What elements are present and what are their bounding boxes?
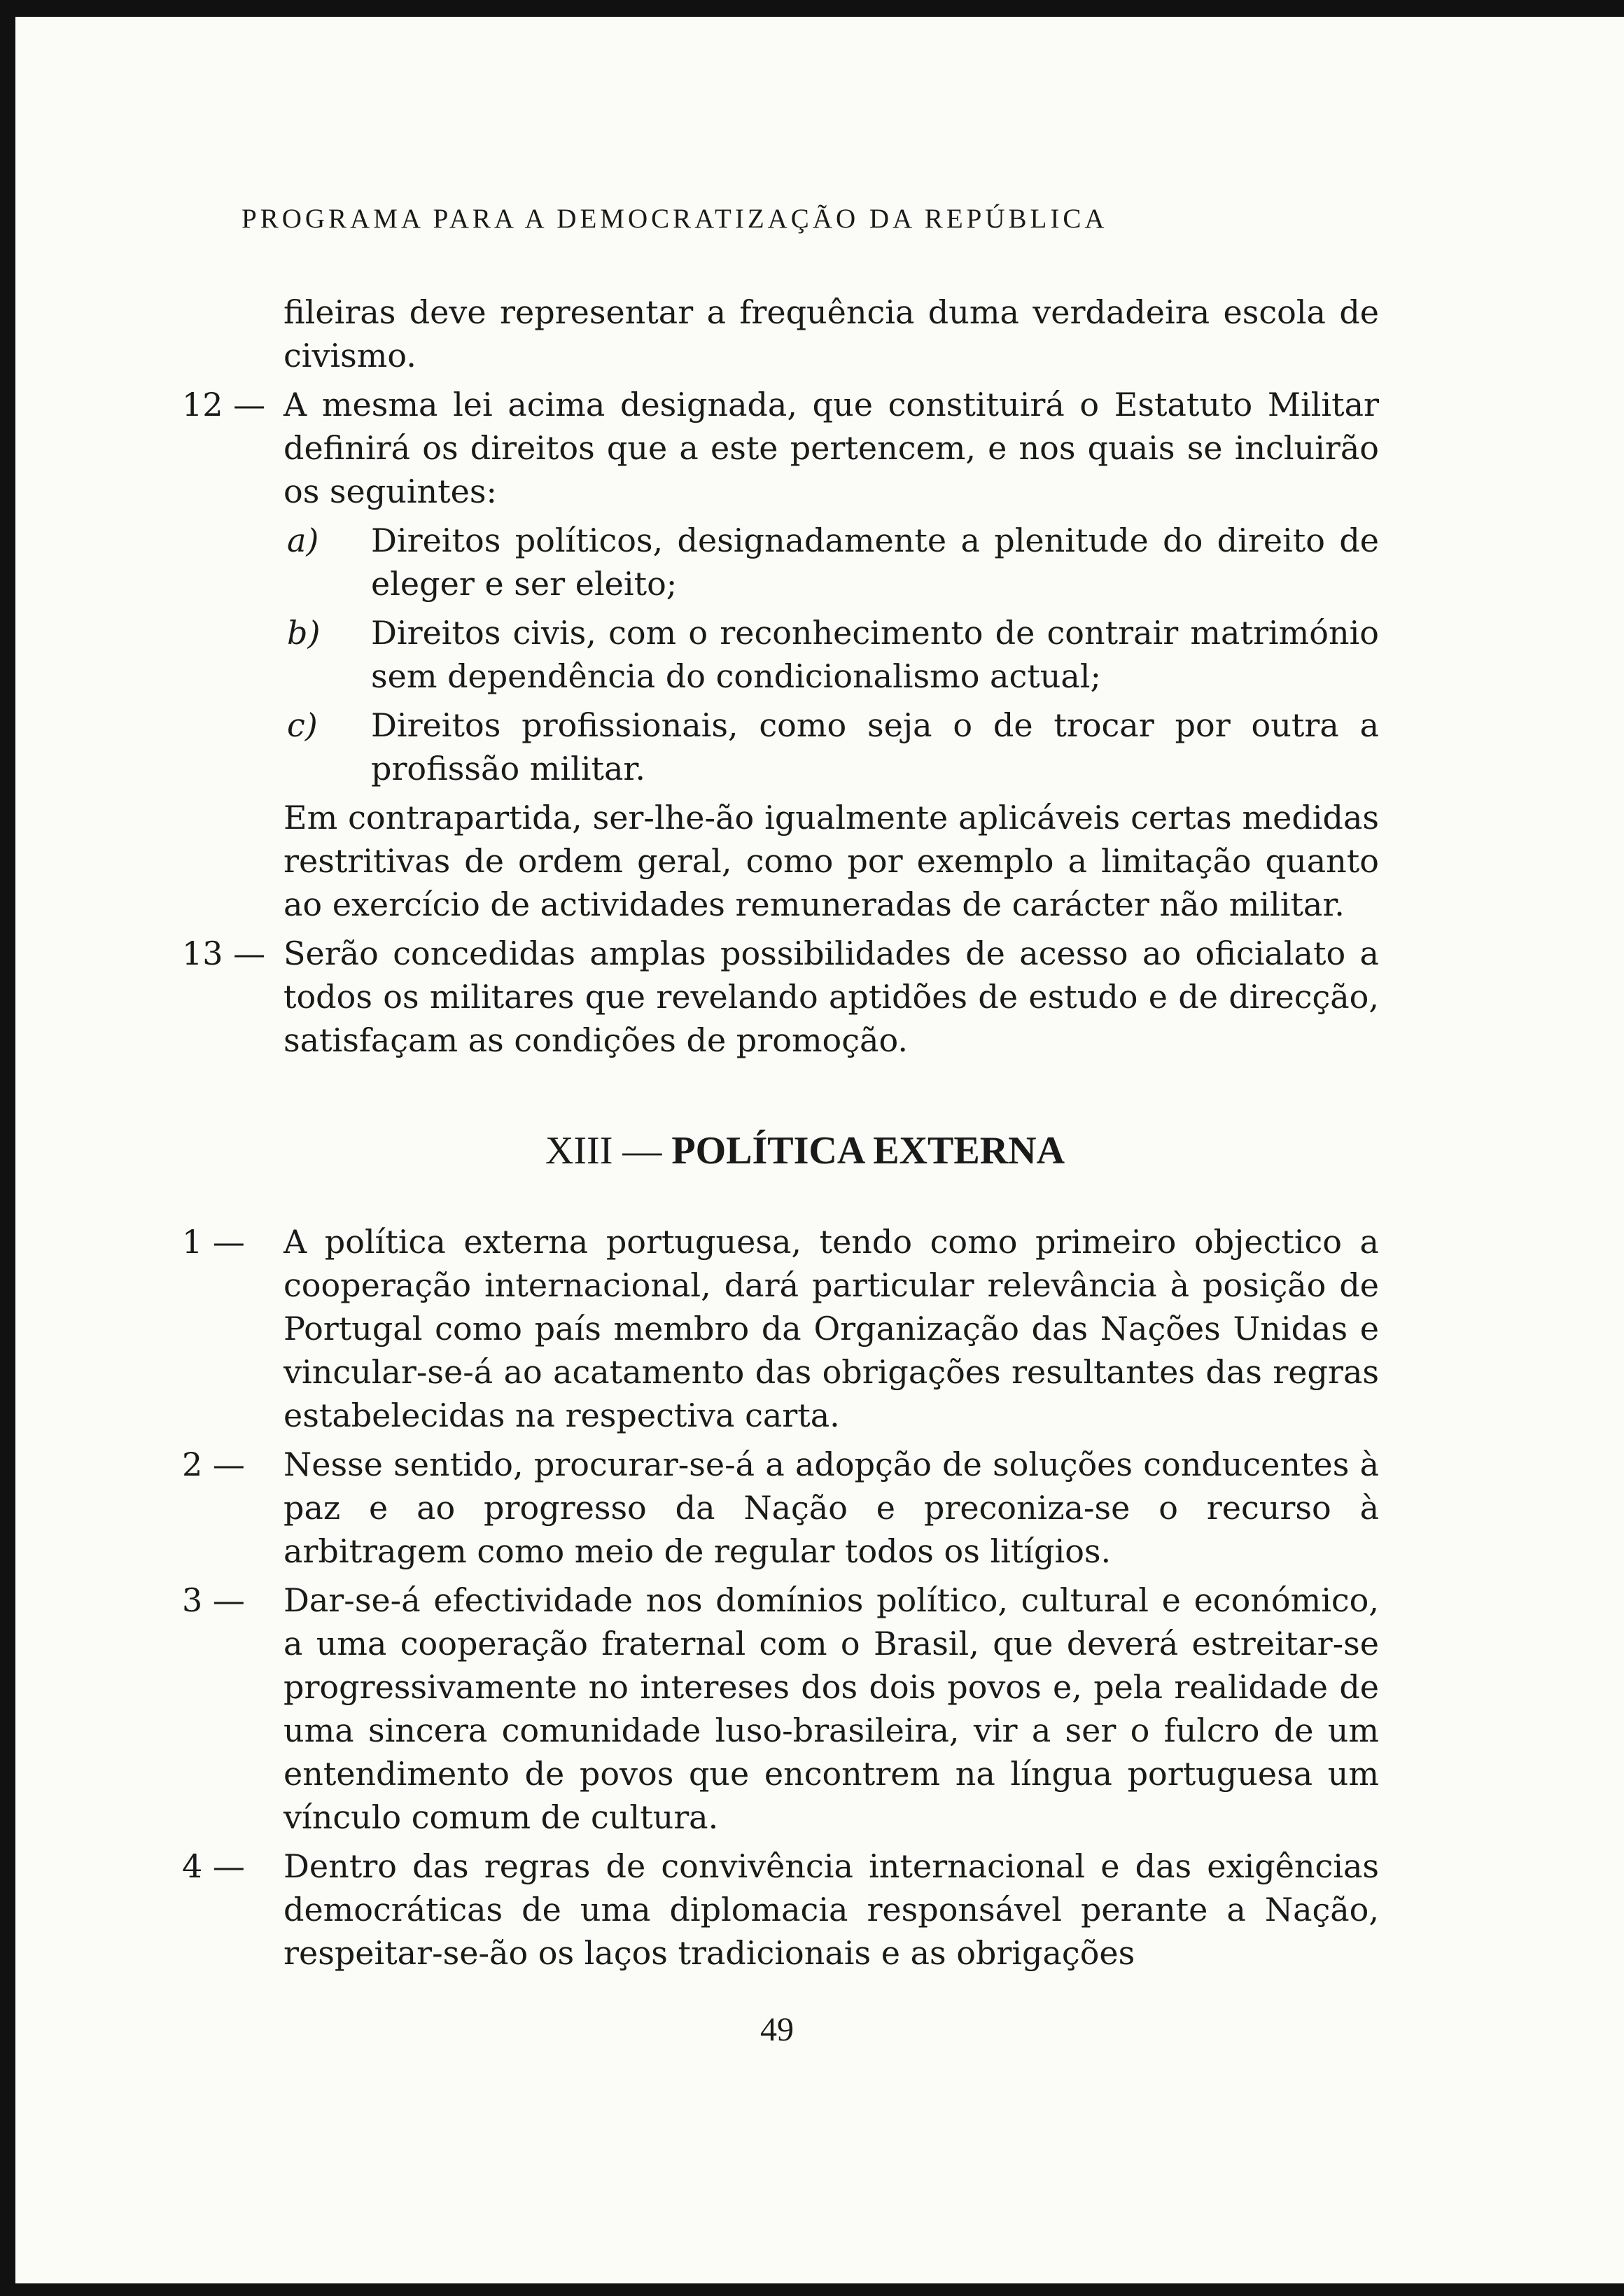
subitem-c [189,704,1379,790]
item-12 [182,383,1379,513]
item-number: 3 — [182,1581,245,1619]
page-number: 49 [760,2011,794,2048]
section-item-3 [182,1578,1379,1839]
running-header: PROGRAMA PARA A DEMOCRATIZAÇÃO DA REPÚBLICA [241,204,1108,234]
subitem-b [189,611,1379,698]
item-text: A mesma lei acima designada, que constituirá o Estatuto Militar definirá os direitos que a este pertencem, e nos quais se incluirão os seguintes: [284,386,1379,510]
counterpart-paragraph: Em contrapartida, ser-lhe-ão igualmente aplicáveis certas medidas restritivas de ordem geral, como por exemplo a limitação quanto ao exercício de actividades remuneradas de carácter não militar. [284,799,1379,923]
section-item-1 [182,1220,1379,1437]
subitem-letter: b) [287,614,321,652]
subitem-letter: c) [287,706,318,744]
item-13 [182,932,1379,1062]
item-number: 4 — [182,1847,245,1885]
section-heading [189,1129,1379,1172]
continuation-paragraph: fileiras deve representar a frequência duma verdadeira escola de civismo. [284,293,1379,374]
section-number: XIII — [545,1129,662,1172]
subitem-letter: a) [287,522,319,559]
subitem-a [189,519,1379,606]
subitem-text: Direitos profissionais, como seja o de trocar por outra a profissão militar. [371,706,1379,788]
item-number: 1 — [182,1223,245,1261]
body-text [182,290,1379,1980]
section-item-2 [182,1443,1379,1573]
section-item-4 [182,1844,1379,1975]
item-number: 2 — [182,1446,245,1483]
section-title: POLÍTICA EXTERNA [671,1129,1065,1172]
item-text: A política externa portuguesa, tendo como primeiro objectico a cooperação internacional, dará particular relevância à posição de Portugal como país membro da Organização das Nações Unidas e vincular-se-á ao acatamento das obrigações resultantes das regras estabelecidas na respectiva carta. [284,1223,1379,1434]
item-text: Serão concedidas amplas possibilidades de acesso ao oficialato a todos os militares que revelando aptidões de estudo e de direcção, satisfaçam as condições de promoção. [284,934,1379,1059]
item-text: Dentro das regras de convivência internacional e das exigências democráticas de uma diplomacia responsável perante a Nação, respeitar-se-ão os laços tradicionais e as obrigações [284,1847,1379,1972]
item-text: Dar-se-á efectividade nos domínios político, cultural e económico, a uma cooperação fraternal com o Brasil, que deverá estreitar-se progressivamente no intereses dos dois povos e, pela realidade de uma sincera comunidade luso-brasileira, vir a ser o fulcro de um entendimento de povos que encontrem na língua portuguesa um vínculo comum de cultura. [284,1581,1379,1836]
item-number: 12 — [182,386,266,424]
item-text: Nesse sentido, procurar-se-á a adopção de soluções conducentes à paz e ao progresso da Nação e preconiza-se o recurso à arbitragem como meio de regular todos os litígios. [284,1446,1379,1570]
subitem-text: Direitos civis, com o reconhecimento de contrair matrimónio sem dependência do condicionalismo actual; [371,614,1379,695]
subitem-text: Direitos políticos, designadamente a plenitude do direito de eleger e ser eleito; [371,522,1379,603]
item-number: 13 — [182,934,266,972]
